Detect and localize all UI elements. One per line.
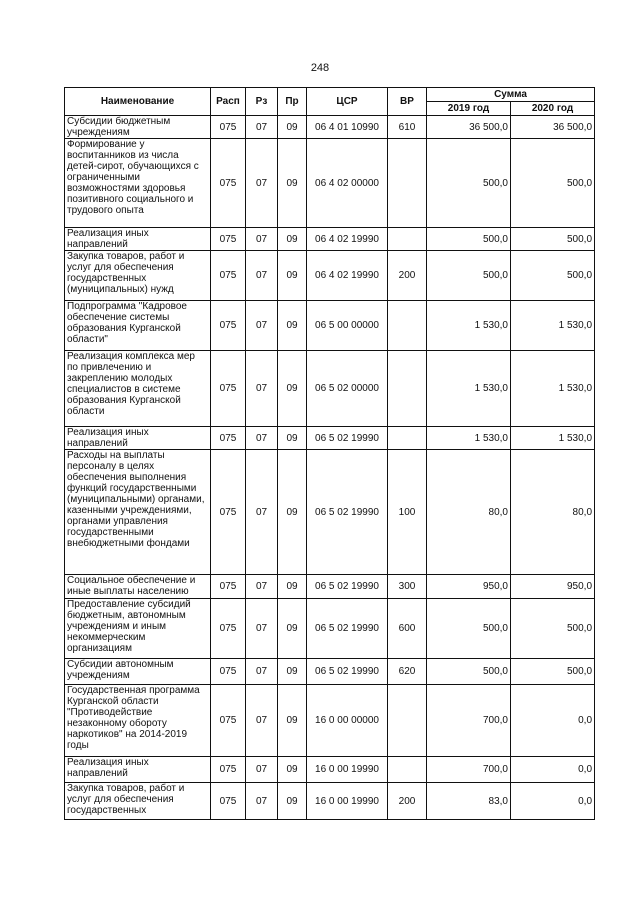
row-sum-2020: 0,0 (511, 757, 595, 783)
row-name: Предоставление субсидий бюджетным, автономным учреждениям и иным некоммерческим организациям (65, 599, 211, 659)
row-rz: 07 (246, 228, 278, 251)
row-rasp: 075 (211, 228, 246, 251)
row-sum-2020: 500,0 (511, 659, 595, 685)
row-sum-2019: 500,0 (427, 228, 511, 251)
header-rasp: Расп (211, 88, 246, 116)
row-pr: 09 (278, 575, 307, 599)
row-sum-2019: 80,0 (427, 450, 511, 575)
row-sum-2020: 1 530,0 (511, 301, 595, 351)
row-vr: 200 (388, 783, 427, 820)
table-row (65, 116, 595, 139)
page-number: 248 (310, 62, 330, 74)
row-sum-2020: 80,0 (511, 450, 595, 575)
row-sum-2019: 700,0 (427, 757, 511, 783)
row-rasp: 075 (211, 450, 246, 575)
header-year-2019: 2019 год (427, 102, 511, 116)
row-rasp: 075 (211, 599, 246, 659)
row-name: Реализация иных направлений (65, 427, 211, 450)
row-vr: 300 (388, 575, 427, 599)
row-csr: 06 5 02 19990 (307, 659, 388, 685)
table-row (65, 139, 595, 228)
header-vr: ВР (388, 88, 427, 116)
header-pr: Пр (278, 88, 307, 116)
row-sum-2019: 83,0 (427, 783, 511, 820)
row-vr: 610 (388, 116, 427, 139)
row-rasp: 075 (211, 116, 246, 139)
row-sum-2020: 1 530,0 (511, 351, 595, 427)
header-year-2020: 2020 год (511, 102, 595, 116)
row-csr: 06 4 02 19990 (307, 228, 388, 251)
table-row (65, 251, 595, 301)
row-rasp: 075 (211, 301, 246, 351)
table-row (65, 599, 595, 659)
row-sum-2019: 500,0 (427, 599, 511, 659)
row-pr: 09 (278, 599, 307, 659)
row-vr: 100 (388, 450, 427, 575)
row-pr: 09 (278, 450, 307, 575)
row-rz: 07 (246, 659, 278, 685)
row-name: Расходы на выплаты персоналу в целях обеспечения выполнения функций государственными (муниципальными) органами, казенными учреждениями, органами управления государственными внебюджетными фондами (65, 450, 211, 575)
row-rz: 07 (246, 450, 278, 575)
row-rz: 07 (246, 427, 278, 450)
row-sum-2020: 0,0 (511, 685, 595, 757)
row-vr (388, 757, 427, 783)
header-csr: ЦСР (307, 88, 388, 116)
row-rz: 07 (246, 575, 278, 599)
row-rz: 07 (246, 757, 278, 783)
row-rz: 07 (246, 685, 278, 757)
row-rasp: 075 (211, 139, 246, 228)
table-row (65, 450, 595, 575)
row-pr: 09 (278, 351, 307, 427)
row-pr: 09 (278, 427, 307, 450)
budget-table (64, 87, 595, 820)
row-sum-2020: 1 530,0 (511, 427, 595, 450)
row-sum-2019: 500,0 (427, 139, 511, 228)
table-row (65, 575, 595, 599)
row-rasp: 075 (211, 351, 246, 427)
row-pr: 09 (278, 251, 307, 301)
row-name: Субсидии бюджетным учреждениям (65, 116, 211, 139)
row-csr: 06 5 02 19990 (307, 599, 388, 659)
table-row (65, 783, 595, 820)
table-row (65, 351, 595, 427)
row-name: Закупка товаров, работ и услуг для обеспечения государственных (65, 783, 211, 820)
row-pr: 09 (278, 757, 307, 783)
row-rasp: 075 (211, 757, 246, 783)
row-name: Закупка товаров, работ и услуг для обеспечения государственных (муниципальных) нужд (65, 251, 211, 301)
row-pr: 09 (278, 301, 307, 351)
row-rz: 07 (246, 301, 278, 351)
row-vr (388, 685, 427, 757)
row-csr: 06 5 02 19990 (307, 575, 388, 599)
header-sum: Сумма (427, 88, 595, 102)
row-rasp: 075 (211, 251, 246, 301)
row-sum-2019: 950,0 (427, 575, 511, 599)
table-row (65, 685, 595, 757)
row-pr: 09 (278, 685, 307, 757)
row-csr: 06 5 00 00000 (307, 301, 388, 351)
row-sum-2020: 950,0 (511, 575, 595, 599)
row-sum-2020: 0,0 (511, 783, 595, 820)
row-name: Социальное обеспечение и иные выплаты населению (65, 575, 211, 599)
row-name: Реализация иных направлений (65, 757, 211, 783)
row-sum-2020: 36 500,0 (511, 116, 595, 139)
row-sum-2019: 500,0 (427, 251, 511, 301)
row-sum-2019: 1 530,0 (427, 427, 511, 450)
row-rasp: 075 (211, 427, 246, 450)
row-csr: 06 4 02 00000 (307, 139, 388, 228)
row-sum-2020: 500,0 (511, 139, 595, 228)
row-vr: 620 (388, 659, 427, 685)
table-row (65, 301, 595, 351)
row-rasp: 075 (211, 783, 246, 820)
table-row (65, 659, 595, 685)
row-rasp: 075 (211, 575, 246, 599)
row-csr: 16 0 00 00000 (307, 685, 388, 757)
table-body (65, 116, 595, 820)
row-rasp: 075 (211, 659, 246, 685)
row-pr: 09 (278, 228, 307, 251)
row-csr: 06 5 02 19990 (307, 427, 388, 450)
row-csr: 16 0 00 19990 (307, 783, 388, 820)
header-name: Наименование (65, 88, 211, 116)
row-sum-2020: 500,0 (511, 228, 595, 251)
row-rz: 07 (246, 139, 278, 228)
row-sum-2019: 1 530,0 (427, 351, 511, 427)
row-name: Формирование у воспитанников из числа детей-сирот, обучающихся с ограниченными возможностями здоровья позитивного социального и трудового опыта (65, 139, 211, 228)
row-name: Подпрограмма "Кадровое обеспечение системы образования Курганской области" (65, 301, 211, 351)
row-name: Субсидии автономным учреждениям (65, 659, 211, 685)
row-vr (388, 427, 427, 450)
row-sum-2020: 500,0 (511, 251, 595, 301)
row-vr: 200 (388, 251, 427, 301)
row-vr: 600 (388, 599, 427, 659)
row-rasp: 075 (211, 685, 246, 757)
row-sum-2019: 700,0 (427, 685, 511, 757)
row-sum-2019: 1 530,0 (427, 301, 511, 351)
table-row (65, 757, 595, 783)
row-vr (388, 139, 427, 228)
header-rz: Рз (246, 88, 278, 116)
row-vr (388, 351, 427, 427)
table-row (65, 427, 595, 450)
row-sum-2019: 36 500,0 (427, 116, 511, 139)
row-csr: 06 4 01 10990 (307, 116, 388, 139)
row-rz: 07 (246, 599, 278, 659)
row-rz: 07 (246, 116, 278, 139)
row-sum-2020: 500,0 (511, 599, 595, 659)
row-name: Реализация комплекса мер по привлечению и закреплению молодых специалистов в системе образования Курганской области (65, 351, 211, 427)
row-rz: 07 (246, 351, 278, 427)
row-pr: 09 (278, 139, 307, 228)
row-rz: 07 (246, 251, 278, 301)
row-name: Реализация иных направлений (65, 228, 211, 251)
row-pr: 09 (278, 116, 307, 139)
row-sum-2019: 500,0 (427, 659, 511, 685)
row-vr (388, 301, 427, 351)
row-rz: 07 (246, 783, 278, 820)
row-csr: 06 5 02 19990 (307, 450, 388, 575)
row-pr: 09 (278, 783, 307, 820)
table-row (65, 228, 595, 251)
row-pr: 09 (278, 659, 307, 685)
row-csr: 06 4 02 19990 (307, 251, 388, 301)
row-name: Государственная программа Курганской области "Противодействие незаконному обороту наркотиков" на 2014-2019 годы (65, 685, 211, 757)
row-csr: 06 5 02 00000 (307, 351, 388, 427)
row-csr: 16 0 00 19990 (307, 757, 388, 783)
row-vr (388, 228, 427, 251)
